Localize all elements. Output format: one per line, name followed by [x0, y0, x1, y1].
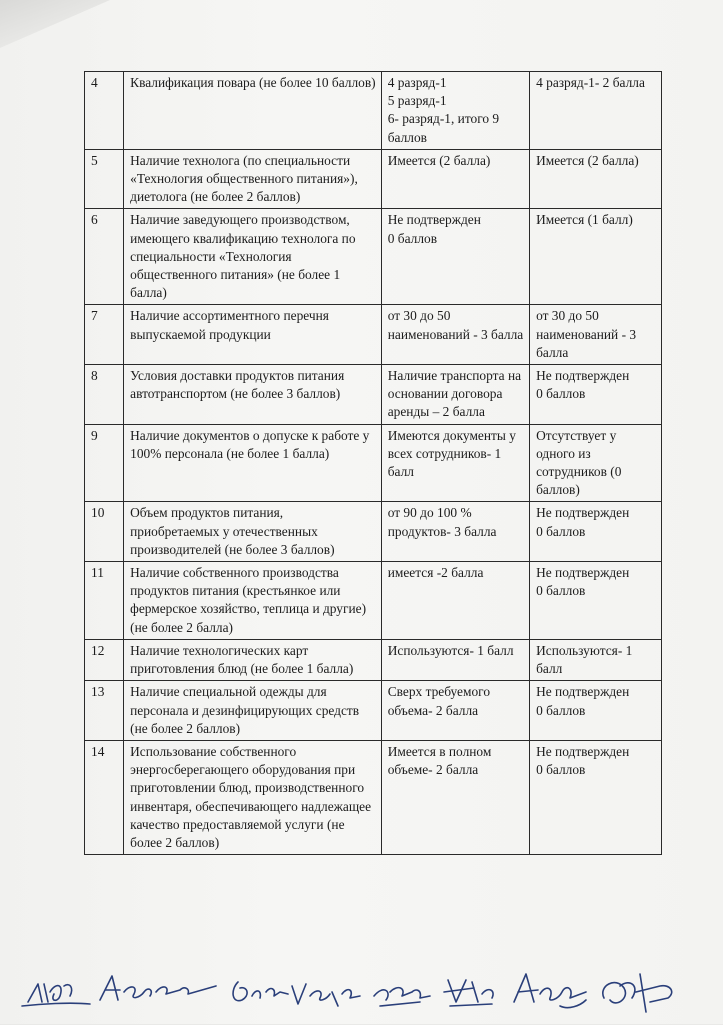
criterion-cell: Наличие документов о допуске к работе у 100% персонала (не более 1 балла) [124, 424, 382, 502]
page-fold-shadow [0, 0, 110, 48]
row-number-cell: 14 [85, 740, 124, 854]
row-number-cell: 6 [85, 209, 124, 305]
signature-2 [100, 976, 216, 1000]
signature-8 [603, 974, 672, 1012]
signature-3 [233, 982, 288, 1001]
evaluation-table-body [85, 72, 662, 855]
row-number-cell: 4 [85, 72, 124, 150]
row-number-cell: 8 [85, 365, 124, 425]
signature-4 [292, 984, 360, 1006]
signature-5 [374, 988, 430, 1006]
criterion-cell: Наличие технологических карт приготовления блюд (не более 1 балла) [124, 639, 382, 680]
score-column-1-cell: Не подтвержден 0 баллов [381, 209, 529, 305]
criterion-cell: Объем продуктов питания, приобретаемых у отечественных производителей (не более 3 баллов) [124, 502, 382, 562]
score-column-2-cell: Используются- 1 балл [530, 639, 662, 680]
score-column-1-cell: от 30 до 50 наименований - 3 балла [381, 305, 529, 365]
score-column-1-cell: Имеются документы у всех сотрудников- 1 балл [381, 424, 529, 502]
table-row [85, 562, 662, 640]
table-row [85, 424, 662, 502]
score-column-2-cell: Не подтвержден 0 баллов [530, 562, 662, 640]
signature-6 [444, 980, 493, 1006]
criterion-cell: Условия доставки продуктов питания автотранспортом (не более 3 баллов) [124, 365, 382, 425]
score-column-2-cell: Не подтвержден 0 баллов [530, 365, 662, 425]
score-column-1-cell: Используются- 1 балл [381, 639, 529, 680]
table-row [85, 502, 662, 562]
row-number-cell: 11 [85, 562, 124, 640]
row-number-cell: 12 [85, 639, 124, 680]
score-column-1-cell: имеется -2 балла [381, 562, 529, 640]
score-column-2-cell: Имеется (1 балл) [530, 209, 662, 305]
score-column-1-cell: Имеется (2 балла) [381, 149, 529, 209]
table-row [85, 639, 662, 680]
score-column-2-cell: Не подтвержден 0 баллов [530, 502, 662, 562]
table-row [85, 209, 662, 305]
criterion-cell: Наличие технолога (по специальности «Технология общественного питания»), диетолога (не более 2 баллов) [124, 149, 382, 209]
criterion-cell: Использование собственного энергосберегающего оборудования при приготовлении блюд, производственного инвентаря, обеспечивающего надлежащее качество предоставляемой услуги (не более 2 баллов) [124, 740, 382, 854]
table-row [85, 149, 662, 209]
score-column-2-cell: Отсутствует у одного из сотрудников (0 баллов) [530, 424, 662, 502]
score-column-1-cell: 4 разряд-1 5 разряд-1 6- разряд-1, итого 9 баллов [381, 72, 529, 150]
score-column-1-cell: Сверх требуемого объема- 2 балла [381, 681, 529, 741]
table-row [85, 681, 662, 741]
row-number-cell: 9 [85, 424, 124, 502]
score-column-2-cell: от 30 до 50 наименований - 3 балла [530, 305, 662, 365]
score-column-1-cell: от 90 до 100 % продуктов- 3 балла [381, 502, 529, 562]
criterion-cell: Наличие специальной одежды для персонала и дезинфицирующих средств (не более 2 баллов) [124, 681, 382, 741]
criterion-cell: Наличие собственного производства продуктов питания (крестьянкое или фермерское хозяйство, теплица и другие) (не более 2 балла) [124, 562, 382, 640]
signature-7 [514, 974, 586, 1008]
row-number-cell: 10 [85, 502, 124, 562]
criterion-cell: Наличие заведующего производством, имеющего квалификацию технолога по специальности «Технология общественного питания» (не более 1 балла) [124, 209, 382, 305]
signatures-row [20, 962, 710, 1020]
score-column-1-cell: Имеется в полном объеме- 2 балла [381, 740, 529, 854]
score-column-2-cell: Имеется (2 балла) [530, 149, 662, 209]
criterion-cell: Квалификация повара (не более 10 баллов) [124, 72, 382, 150]
score-column-1-cell: Наличие транспорта на основании договора аренды – 2 балла [381, 365, 529, 425]
signature-1 [22, 984, 90, 1006]
table-row [85, 365, 662, 425]
score-column-2-cell: 4 разряд-1- 2 балла [530, 72, 662, 150]
evaluation-table [84, 71, 662, 855]
score-column-2-cell: Не подтвержден 0 баллов [530, 681, 662, 741]
table-row [85, 305, 662, 365]
criterion-cell: Наличие ассортиментного перечня выпускаемой продукции [124, 305, 382, 365]
row-number-cell: 5 [85, 149, 124, 209]
handwritten-signatures [20, 962, 710, 1020]
table-row [85, 740, 662, 854]
score-column-2-cell: Не подтвержден 0 баллов [530, 740, 662, 854]
row-number-cell: 13 [85, 681, 124, 741]
table-row [85, 72, 662, 150]
row-number-cell: 7 [85, 305, 124, 365]
